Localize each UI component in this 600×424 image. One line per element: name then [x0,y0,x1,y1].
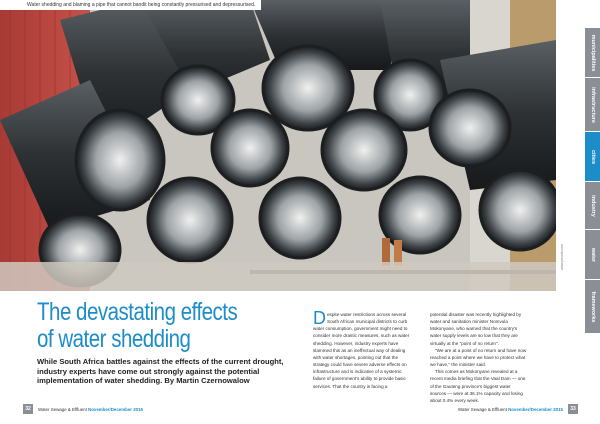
photo-caption: Water shedding and blaming a pipe that cannot bandit being constantly pressurised and depressurised. [0,0,261,10]
article-standfirst: While South Africa battles against the effects of the current drought, industry experts have come out strongly against the potential implementation of water shedding. By Martin Czernowalow [37,357,284,385]
tab-label: water [589,247,596,262]
issue-date: November/December 2015 [88,406,143,412]
publication-name: Water Sewage & Effluent [458,406,507,412]
paragraph: potential disaster was recently highlighted by water and sanitation minister Nomvula Mokonyane, who warned that the country's water supply levels are so low that they are virtually at the "point of no return". [430,312,522,346]
publication-name: Water Sewage & Effluent [38,406,87,412]
drop-cap: D [313,308,326,328]
tab-label: municipalities [589,34,596,71]
tab-label: industry [589,194,596,217]
footer-publication-right [458,407,563,412]
paragraph-text: espite water restrictions across several South African municipal districts to curb water consumption, government might need to consider more drastic measures, such as water shedding. However, industry experts have slammed this as an ineffectual way of dealing with water shortages, pointing out that the strategy could have severe adverse effects on infrastructure and is indicative of a systemic failure of government's ability to provide basic services. That the country is facing a [313,312,410,389]
headline-line-1: The devastating effects [37,298,238,326]
paragraph: "We are at a point of no return and have now reached a point where we have to protect what we have," the minister said. [430,347,527,368]
paragraph: This comes as Mokonyane revealed at a recent media briefing that the Vaal Dam — one of the Gauteng province's biggest water sources — were at 36.1% capacity and losing about 0.4% every week. [430,369,526,403]
issue-date: November/December 2015 [508,406,563,412]
tab-label: cities [589,149,596,164]
footer-right [453,404,578,414]
tab-label: frameworks [589,291,596,322]
tab-municipalities[interactable] [585,28,600,78]
page-number-left: 32 [23,404,33,414]
tab-cities[interactable] [585,132,600,182]
article-column-1 [313,308,410,390]
footer-left [23,404,148,414]
photo-credit: www.pexels.com [560,243,564,270]
article-headline [37,299,237,353]
tab-water[interactable] [585,230,600,280]
headline-line-2: of water shedding [37,325,191,353]
article-column-2 [430,311,527,404]
tab-frameworks[interactable] [585,280,600,334]
paragraph [313,308,410,390]
tab-infrastructure[interactable] [585,78,600,132]
page-number-right: 33 [568,404,578,414]
tab-industry[interactable] [585,182,600,230]
footer-publication-left [38,407,143,412]
tab-label: infrastructure [589,86,596,123]
